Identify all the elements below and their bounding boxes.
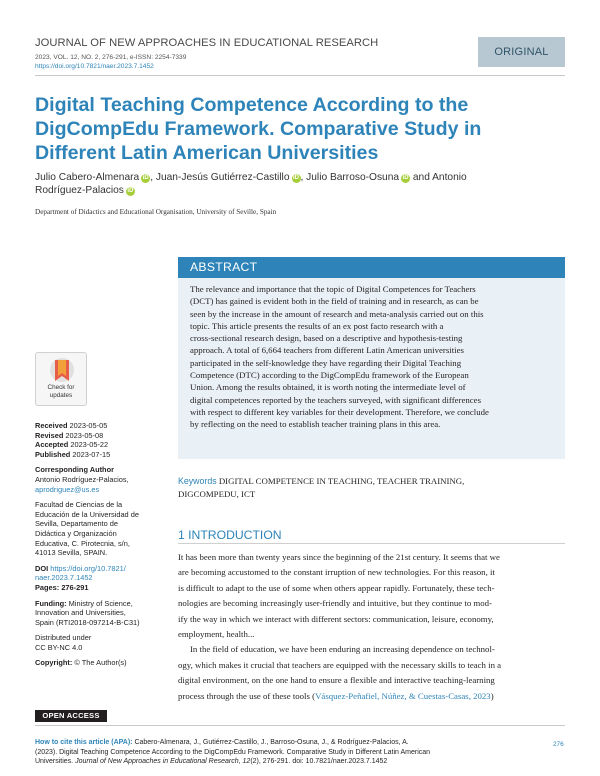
abstract-line: by reflecting on the need to establish teacher training plans in this area.: [190, 419, 441, 430]
abstract-line: (DCT) has gained is evident both in the field of training and in research, as can be: [190, 296, 479, 307]
orcid-icon[interactable]: iD: [402, 175, 409, 181]
affiliation: Department of Didactics and Educational Organisation, University of Seville, Spain: [35, 208, 277, 216]
author-name: Julio Cabero-Almenara: [35, 172, 140, 183]
body-line: In the field of education, we have been enduring an increasing dependence on technol-: [190, 644, 495, 655]
open-access-badge: OPEN ACCESS: [35, 710, 107, 722]
abstract-line: with respect to different key variables for their development. Therefore, we conclude: [190, 406, 489, 417]
published-date: Published 2023-07-15: [35, 449, 111, 459]
license-line: CC BY-NC 4.0: [35, 642, 83, 652]
author-name: Rodríguez-Palacios: [35, 185, 124, 196]
journal-meta: 2023, VOL. 12, NO. 2, 276-291, e-ISSN: 2254-7339: [35, 54, 187, 61]
address-line: Facultad de Ciencias de la: [35, 500, 123, 510]
body-line: employment, health...: [178, 629, 255, 640]
body-line: process through the use of these tools (Vásquez-Peñafiel, Núñez, & Cuestas-Casas, 2023): [178, 690, 494, 701]
body-line: ogy, which makes it crucial that teachers are equipped with the necessary skills to teach in a: [178, 659, 502, 670]
title-line: DigCompEdu Framework. Comparative Study in: [35, 118, 482, 140]
received-date: Received 2023-05-05: [35, 421, 108, 430]
address-line: Didáctica y Organización: [35, 528, 117, 538]
address-line: 41013 Sevilla, SPAIN.: [35, 548, 108, 558]
funding-line: Funding: Ministry of Science,: [35, 598, 133, 608]
body-line: is difficult to adapt to the use of some when others appear rapidly. Fortunately, these tech-: [178, 582, 495, 593]
author-name: Juan-Jesús Gutiérrez-Castillo: [155, 172, 290, 183]
bookmark-ribbon-icon: [36, 353, 88, 387]
body-line: It has been more than twenty years since the beginning of the 21st century. It seems that we: [178, 552, 500, 562]
abstract-line: digital competences reported by the teachers surveyed, with significant differences: [190, 394, 482, 405]
doi-link[interactable]: https://doi.org/10.7821/: [50, 563, 126, 573]
title-line: Digital Teaching Competence According to the: [35, 94, 469, 116]
check-for-updates-label: Check for updates: [47, 384, 75, 399]
article-info-sidebar: [35, 421, 165, 668]
keywords-label: Keywords: [178, 476, 217, 486]
doi-line: DOI https://doi.org/10.7821/: [35, 563, 126, 573]
license-line: Distributed under: [35, 633, 92, 643]
keywords: Keywords DIGITAL COMPETENCE IN TEACHING, TEACHER TRAINING, DIGCOMPEDU, ICT: [178, 476, 465, 499]
address-line: Educación de la Universidad de: [35, 509, 139, 519]
author-name: Julio Barroso-Osuna: [306, 172, 400, 183]
abstract-line: cross-sectional research design, based on a descriptive and hypothesis-testing: [190, 333, 463, 344]
introduction-body: [178, 550, 565, 704]
orcid-icon[interactable]: iD: [127, 188, 134, 194]
orcid-icon[interactable]: iD: [142, 175, 149, 181]
abstract-heading: ABSTRACT: [178, 257, 565, 278]
header-divider: [35, 75, 565, 76]
doi-link-cont[interactable]: naer.2023.7.1452: [35, 573, 93, 583]
section-heading-introduction: 1 INTRODUCTION: [178, 528, 282, 542]
orcid-icon[interactable]: iD: [293, 175, 299, 181]
how-to-cite: How to cite this article (APA): Cabero-Almenara, J., Gutiérrez-Castillo, J., Barroso-Osuna, J., & Rodríguez-Palacios, A. (2023). Digital Teaching Competence According to the DigCompEdu Framework. Comparative Study in Different Latin American Universities. Journal of New Approaches in Educational Research, 12(2), 276-291. doi: 10.7821/naer.2023.7.1452: [35, 739, 431, 766]
address-line: Sevilla, Departamento de: [35, 519, 118, 529]
abstract-line: The relevance and importance that the topic of Digital Competences for Teachers: [190, 284, 476, 294]
abstract-line: seen by the increase in the amount of research and meta-analysis carried out on this: [190, 308, 484, 319]
funding-line: Spain (RTI2018-097214-B-C31): [35, 617, 140, 627]
abstract-line: topic. This article presents the results of an ex post facto research with a: [190, 320, 444, 331]
body-line: nologies are becoming increasingly user-friendly and intuitive, but they continue to mod-: [178, 598, 492, 609]
body-line: ify the way in which we interact with different sectors: communication, leisure, economy,: [178, 613, 494, 624]
title-line: Different Latin American Universities: [35, 142, 379, 164]
accepted-date: Accepted 2023-05-22: [35, 440, 109, 450]
article-type-badge: ORIGINAL: [478, 37, 565, 67]
journal-name: JOURNAL OF NEW APPROACHES IN EDUCATIONAL RESEARCH: [35, 37, 379, 49]
revised-date: Revised 2023-05-08: [35, 430, 104, 440]
citation-link[interactable]: Vásquez-Peñafiel, Núñez, & Cuestas-Casas, 2023: [315, 690, 491, 701]
article-title: [35, 93, 555, 165]
body-line: digital environment, on the one hand to ensure a flexible and interactive teaching-learning: [178, 675, 495, 686]
corresponding-author-label: Corresponding Author: [35, 465, 114, 475]
pages-line: Pages: 276-291: [35, 582, 89, 592]
copyright-line: Copyright: © The Author(s): [35, 658, 127, 668]
abstract-line: participated in the self-knowledge they have regarding their Digital Teaching: [190, 357, 462, 368]
how-to-cite-label: How to cite this article (APA):: [35, 739, 133, 746]
page-number: 276: [553, 741, 564, 748]
funding-line: Innovation and Universities,: [35, 608, 126, 618]
address-line: Educativa, C. Pirotecnia, s/n,: [35, 538, 130, 548]
body-line: are becoming accustomed to the constant irruption of new technologies. For this reason, it: [178, 567, 495, 578]
abstract-line: Union. Among the results obtained, it is worth noting the intermediate level of: [190, 382, 466, 393]
abstract-line: Competence (DTC) according to the DigCompEdu framework of the European: [190, 370, 469, 381]
abstract-line: approach. A total of 6,664 teachers from different Latin American universities: [190, 345, 464, 356]
corresponding-author-name: Antonio Rodríguez-Palacios,: [35, 474, 129, 484]
section-divider: [178, 543, 565, 544]
abstract-text: [190, 283, 556, 431]
author-list: Julio Cabero-Almenara iD , Juan-Jesús Gutiérrez-Castillo iD , Julio Barroso-Osuna iD and Antonio Rodríguez-Palacios iD: [35, 172, 467, 196]
footer-divider: [35, 725, 565, 726]
journal-doi-link[interactable]: https://doi.org/10.7821/naer.2023.7.1452: [35, 63, 154, 70]
corresponding-author-email[interactable]: aprodriguez@us.es: [35, 484, 100, 494]
